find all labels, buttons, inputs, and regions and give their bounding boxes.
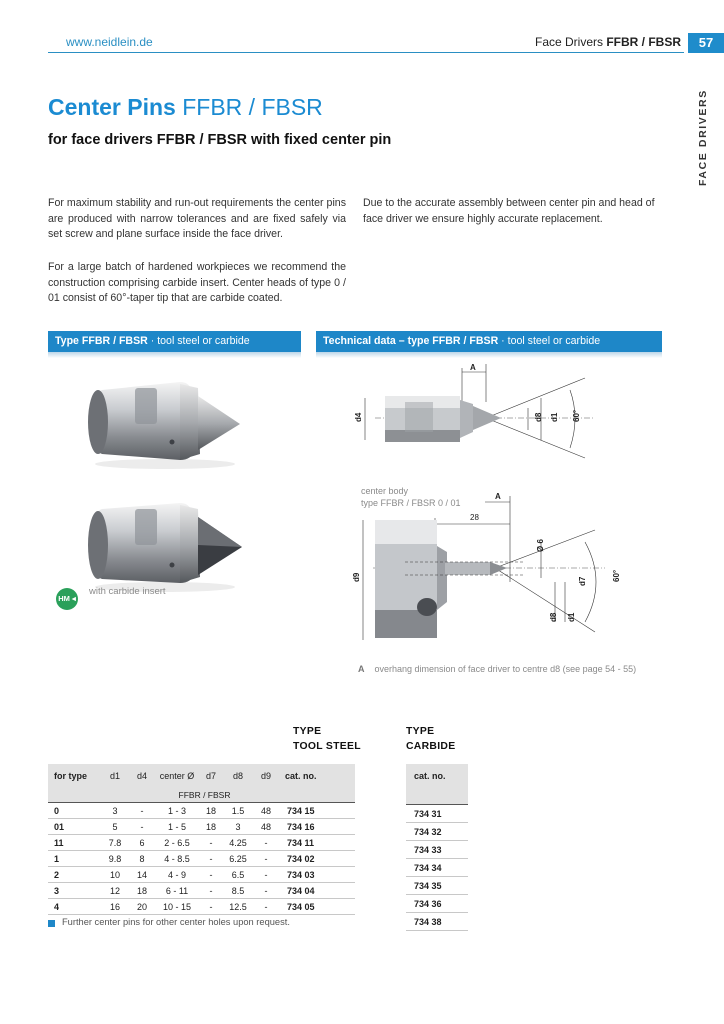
cell-cat-no: 734 03 bbox=[279, 867, 355, 883]
center-body-label-1: center body bbox=[361, 486, 409, 496]
carbide-subheader-row bbox=[406, 788, 468, 805]
cell-center: 1 - 5 bbox=[155, 819, 199, 835]
cell-d9: - bbox=[253, 899, 279, 915]
type-bar-bold: Type FFBR / FBSR bbox=[55, 335, 148, 347]
col-d7: d7 bbox=[199, 764, 223, 788]
type-bar-rest: · tool steel or carbide bbox=[147, 335, 250, 347]
cell-d7: - bbox=[199, 883, 223, 899]
type-bar bbox=[48, 331, 301, 352]
table-subheader-row bbox=[48, 788, 355, 803]
subheader-label: FFBR / FBSR bbox=[48, 788, 355, 803]
type-bar-shadow bbox=[48, 352, 301, 358]
cell-d8: 6.25 bbox=[223, 851, 253, 867]
cell-center: 4 - 9 bbox=[155, 867, 199, 883]
cell-type: 0 bbox=[48, 803, 101, 819]
cell-type: 3 bbox=[48, 883, 101, 899]
col-cat-no: cat. no. bbox=[279, 764, 355, 788]
page-title bbox=[48, 94, 323, 121]
carbide-cat-no: 734 32 bbox=[406, 823, 468, 841]
cell-d4: - bbox=[129, 819, 155, 835]
cell-d4: 8 bbox=[129, 851, 155, 867]
cell-d1: 7.8 bbox=[101, 835, 129, 851]
carbide-col-cat-no: cat. no. bbox=[406, 764, 468, 788]
cell-d7: 18 bbox=[199, 819, 223, 835]
cell-d7: 18 bbox=[199, 803, 223, 819]
cell-d1: 3 bbox=[101, 803, 129, 819]
cell-d1: 5 bbox=[101, 819, 129, 835]
table-row bbox=[406, 877, 468, 895]
carbide-insert-label: with carbide insert bbox=[89, 586, 166, 597]
dim2-d8-label: d8 bbox=[549, 612, 558, 622]
cell-d8: 8.5 bbox=[223, 883, 253, 899]
cell-center: 2 - 6.5 bbox=[155, 835, 199, 851]
carbide-cat-no: 734 31 bbox=[406, 805, 468, 823]
carbide-cat-no: 734 35 bbox=[406, 877, 468, 895]
intro-paragraph-2: For a large batch of hardened workpieces we recommend the construction comprising carbide insert. Center heads of type 0 / 01 consist of 60°-taper tip that are carbide coated. bbox=[48, 261, 346, 305]
cell-d4: 6 bbox=[129, 835, 155, 851]
carbide-subheader-cell bbox=[406, 788, 468, 805]
cell-cat-no: 734 04 bbox=[279, 883, 355, 899]
cell-center: 10 - 15 bbox=[155, 899, 199, 915]
col-d1: d1 bbox=[101, 764, 129, 788]
section-title bbox=[535, 35, 681, 49]
technical-bar-shadow bbox=[316, 352, 662, 358]
cell-cat-no: 734 16 bbox=[279, 819, 355, 835]
cell-type: 01 bbox=[48, 819, 101, 835]
cell-d1: 10 bbox=[101, 867, 129, 883]
technical-drawing-2 bbox=[345, 482, 655, 642]
table-row bbox=[48, 883, 355, 899]
cell-type: 2 bbox=[48, 867, 101, 883]
cell-d9: - bbox=[253, 835, 279, 851]
intro-paragraph-3: Due to the accurate assembly between center pin and head of face driver we ensure highly accurate replacement. bbox=[363, 197, 655, 225]
cell-center: 4 - 8.5 bbox=[155, 851, 199, 867]
cell-d1: 12 bbox=[101, 883, 129, 899]
col-d4: d4 bbox=[129, 764, 155, 788]
dim2-d9-label: d9 bbox=[352, 572, 361, 582]
cell-cat-no: 734 11 bbox=[279, 835, 355, 851]
col-d9: d9 bbox=[253, 764, 279, 788]
cell-d7: - bbox=[199, 851, 223, 867]
cell-d4: - bbox=[129, 803, 155, 819]
table-row bbox=[406, 823, 468, 841]
technical-drawing-1 bbox=[345, 360, 655, 460]
center-body-label-2: type FFBR / FBSR 0 / 01 bbox=[361, 498, 461, 508]
dim-angle-label: 60° bbox=[572, 409, 581, 422]
dim-a-label: A bbox=[470, 363, 476, 372]
type-tool-line2: TOOL STEEL bbox=[293, 741, 361, 752]
dim2-a-label: A bbox=[495, 492, 501, 501]
table-row bbox=[48, 803, 355, 819]
cell-d7: - bbox=[199, 899, 223, 915]
section-bold: FFBR / FBSR bbox=[606, 35, 681, 49]
table-row bbox=[406, 805, 468, 823]
col-for-type: for type bbox=[48, 764, 101, 788]
dim-d4-label: d4 bbox=[354, 412, 363, 422]
dim2-28-label: 28 bbox=[470, 513, 479, 522]
section-prefix: Face Drivers bbox=[534, 35, 607, 49]
cell-cat-no: 734 15 bbox=[279, 803, 355, 819]
cell-d7: - bbox=[199, 867, 223, 883]
side-tab-label: FACE DRIVERS bbox=[697, 89, 709, 186]
technical-bar-rest: · tool steel or carbide bbox=[498, 335, 601, 347]
cell-d8: 4.25 bbox=[223, 835, 253, 851]
cell-d4: 20 bbox=[129, 899, 155, 915]
cell-d9: - bbox=[253, 851, 279, 867]
cell-d8: 12.5 bbox=[223, 899, 253, 915]
carbide-header-row bbox=[406, 764, 468, 788]
cell-type: 1 bbox=[48, 851, 101, 867]
cell-d8: 3 bbox=[223, 819, 253, 835]
side-tab bbox=[692, 89, 714, 190]
type-tool-steel-heading bbox=[293, 724, 361, 754]
cell-d1: 9.8 bbox=[101, 851, 129, 867]
dimension-footnote bbox=[358, 664, 636, 674]
type-tool-line1: TYPE bbox=[293, 726, 322, 737]
cell-d1: 16 bbox=[101, 899, 129, 915]
cell-d9: 48 bbox=[253, 803, 279, 819]
carbide-cat-no: 734 34 bbox=[406, 859, 468, 877]
cell-d9: - bbox=[253, 883, 279, 899]
type-carbide-line1: TYPE bbox=[406, 726, 435, 737]
title-light: FFBR / FBSR bbox=[175, 94, 323, 120]
cell-center: 6 - 11 bbox=[155, 883, 199, 899]
page-subtitle: for face drivers FFBR / FBSR with fixed center pin bbox=[48, 132, 392, 148]
cell-d8: 6.5 bbox=[223, 867, 253, 883]
type-carbide-heading bbox=[406, 724, 455, 754]
technical-bar-bold: Technical data – type FFBR / FBSR bbox=[323, 335, 499, 347]
cell-center: 1 - 3 bbox=[155, 803, 199, 819]
intro-paragraph-1: For maximum stability and run-out requirements the center pins are produced with narrow tolerances and are fixed safely via set screw and plane surface inside the face driver. bbox=[48, 197, 346, 241]
technical-data-bar bbox=[316, 331, 662, 352]
website-url[interactable]: www.neidlein.de bbox=[66, 35, 153, 49]
table-row bbox=[406, 859, 468, 877]
carbide-cat-no: 734 38 bbox=[406, 913, 468, 931]
dim-d8-label: d8 bbox=[534, 412, 543, 422]
table-row bbox=[406, 913, 468, 931]
cell-d8: 1.5 bbox=[223, 803, 253, 819]
table-row bbox=[48, 867, 355, 883]
footnote-text: overhang dimension of face driver to centre d8 (see page 54 - 55) bbox=[374, 664, 637, 674]
dim2-d7-label: d7 bbox=[578, 576, 587, 586]
table-row bbox=[406, 895, 468, 913]
table-row bbox=[48, 835, 355, 851]
center-pin-steel-image bbox=[80, 372, 250, 472]
footnote-letter: A bbox=[358, 664, 365, 674]
type-carbide-line2: CARBIDE bbox=[406, 741, 456, 752]
cell-d9: 48 bbox=[253, 819, 279, 835]
cell-d7: - bbox=[199, 835, 223, 851]
table-row bbox=[48, 851, 355, 867]
cell-d9: - bbox=[253, 867, 279, 883]
dim-d1-label: d1 bbox=[550, 412, 559, 422]
carbide-cat-no: 734 36 bbox=[406, 895, 468, 913]
table-row bbox=[406, 841, 468, 859]
table-row bbox=[48, 819, 355, 835]
col-center: center Ø bbox=[155, 764, 199, 788]
cell-d4: 14 bbox=[129, 867, 155, 883]
cell-type: 11 bbox=[48, 835, 101, 851]
cell-cat-no: 734 02 bbox=[279, 851, 355, 867]
center-pin-carbide-image bbox=[80, 495, 250, 595]
cell-cat-no: 734 05 bbox=[279, 899, 355, 915]
table-row bbox=[48, 899, 355, 915]
carbide-table bbox=[406, 764, 468, 931]
note-bullet-icon bbox=[48, 920, 55, 927]
request-note: Further center pins for other center holes upon request. bbox=[62, 917, 290, 927]
table-header-row bbox=[48, 764, 355, 788]
dim2-d6-label: Ø 6 bbox=[536, 539, 545, 552]
cell-type: 4 bbox=[48, 899, 101, 915]
dim2-d1-label: d1 bbox=[567, 612, 576, 622]
carbide-cat-no: 734 33 bbox=[406, 841, 468, 859]
header-rule bbox=[48, 52, 684, 53]
page-number: 57 bbox=[688, 33, 724, 53]
cell-d4: 18 bbox=[129, 883, 155, 899]
dim2-angle-label: 60° bbox=[612, 569, 621, 582]
title-bold: Center Pins bbox=[48, 94, 176, 120]
col-d8: d8 bbox=[223, 764, 253, 788]
tool-steel-table bbox=[48, 764, 355, 915]
carbide-badge: HM ◂ bbox=[56, 588, 78, 610]
